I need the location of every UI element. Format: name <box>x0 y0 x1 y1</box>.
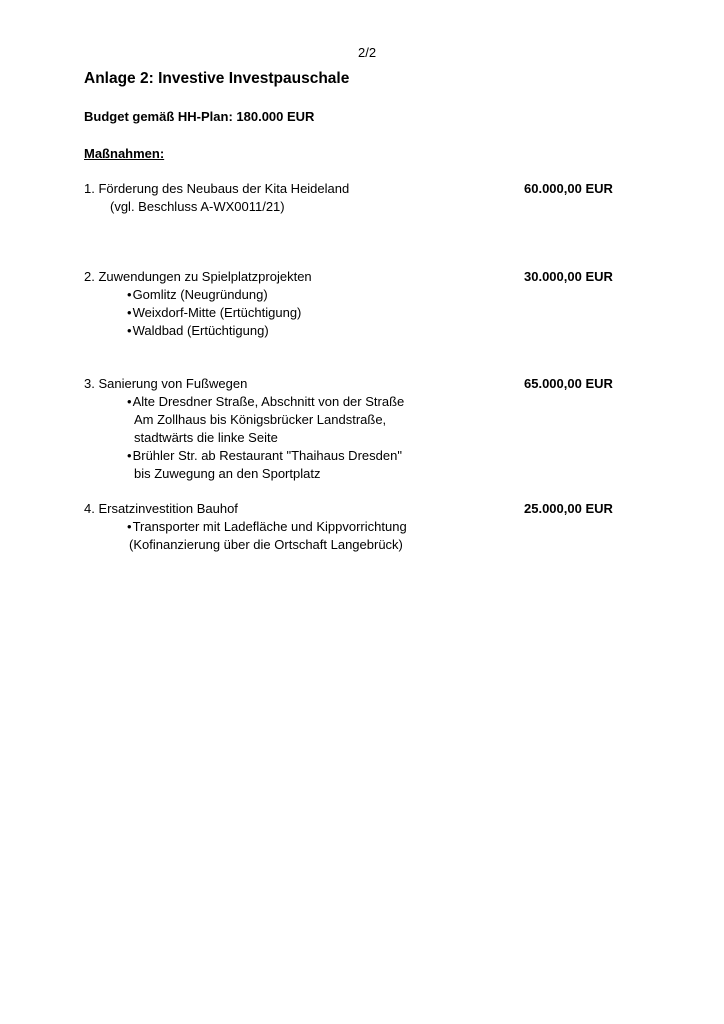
measure-item-detail: stadtwärts die linke Seite <box>134 430 278 445</box>
measure-item-detail: • Brühler Str. ab Restaurant "Thaihaus Dresden" <box>127 448 402 463</box>
document-title: Anlage 2: Investive Investpauschale <box>84 70 350 87</box>
measure-item-detail: bis Zuwegung an den Sportplatz <box>134 466 321 481</box>
budget-line: Budget gemäß HH-Plan: 180.000 EUR <box>84 109 315 124</box>
measure-item-detail: • Waldbad (Ertüchtigung) <box>127 323 269 338</box>
measure-item-detail: Am Zollhaus bis Königsbrücker Landstraße, <box>134 412 387 427</box>
measure-item-detail: • Weixdorf-Mitte (Ertüchtigung) <box>127 305 301 320</box>
measure-item-detail: (Kofinanzierung über die Ortschaft Langebrück) <box>129 537 403 552</box>
measure-item-amount: 30.000,00 EUR <box>524 269 613 284</box>
measure-item-amount: 60.000,00 EUR <box>524 181 613 196</box>
measure-item-detail: • Gomlitz (Neugründung) <box>127 287 268 302</box>
measure-item-detail: • Alte Dresdner Straße, Abschnitt von der Straße <box>127 394 404 409</box>
measure-item-detail: (vgl. Beschluss A-WX0011/21) <box>110 199 285 214</box>
measure-item-detail: • Transporter mit Ladefläche und Kippvorrichtung <box>127 519 407 534</box>
page-number: 2/2 <box>358 45 377 60</box>
measure-item-label: 3. Sanierung von Fußwegen <box>84 376 248 391</box>
measures-heading: Maßnahmen: <box>84 146 165 161</box>
measure-item-amount: 65.000,00 EUR <box>524 376 613 391</box>
measure-item-label: 2. Zuwendungen zu Spielplatzprojekten <box>84 269 312 284</box>
measure-item-amount: 25.000,00 EUR <box>524 501 613 516</box>
measure-item-label: 1. Förderung des Neubaus der Kita Heideland <box>84 181 350 196</box>
measure-item-label: 4. Ersatzinvestition Bauhof <box>84 501 238 516</box>
